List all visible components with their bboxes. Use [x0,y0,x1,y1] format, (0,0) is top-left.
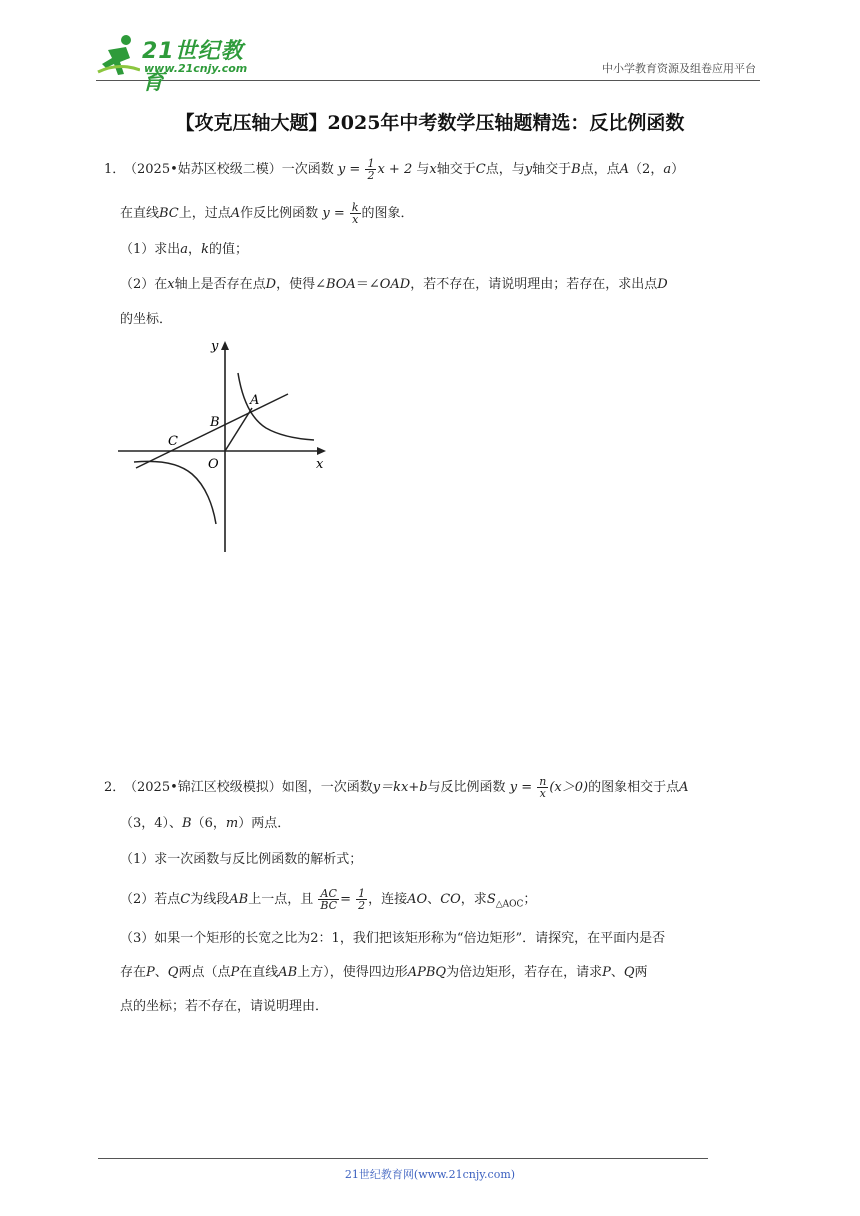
q1-line1: 1．（2025•姑苏区校级二模）一次函数 y = $\frac{1}{2}$ x + 2 与x轴交于C点，与y轴交于B点，点A（2，a） [104,157,685,182]
footer-link[interactable]: 21世纪教育网(www.21cnjy.com) [344,1168,516,1181]
q2-ratio: $\frac{AC}{BC}$ = $\frac{1}{2}$ [320,887,366,912]
q1-line2: 在直线BC上，过点A作反比例函数 y = $\frac{k}{x}$ 的图象． [120,201,414,226]
page-header [96,28,760,95]
q2-inverse-function: y = $\frac{n}{x}$ (x＞0) [509,775,589,800]
q2-line2: （3，4）、B（6，m）两点． [120,816,291,831]
logo-text: 21世纪教育 [142,39,244,95]
logo [96,32,256,95]
footer-divider [98,1158,708,1159]
q2-line1: 2．（2025•锦江区校级模拟）如图，一次函数y＝kx+b与反比例函数 y = $\frac{n}{x}$ (x＞0)的图象相交于点A [104,775,689,800]
platform-name: 中小学教育资源及组卷应用平台 [602,62,756,75]
page-title: 【攻克压轴大题】2025年中考数学压轴题精选：反比例函数 [175,112,685,134]
label-o: O [208,457,219,472]
fraction-half: $\frac{1}{2}$ [367,157,375,182]
label-c: C [168,434,178,449]
q1-part2-cont: 的坐标． [120,312,173,327]
q1-inverse-function: y = $\frac{k}{x}$ [322,201,359,226]
q1-part1: （1）求出a，k的值； [120,242,248,257]
logo-url: www.21cnjy.com [144,62,248,75]
label-x: x [316,457,324,472]
q2-part3-line1: （3）如果一个矩形的长宽之比为2：1，我们把该矩形称为“倍边矩形”．请探究，在平面内是否 [120,931,666,946]
label-b: B [210,415,220,430]
q1-figure [116,338,330,554]
q2-part1: （1）求一次函数与反比例函数的解析式； [120,852,363,867]
label-y: y [211,339,219,354]
runner-logo-icon [96,32,140,78]
q2-number: 2． [104,780,126,795]
q2-part3-line2: 存在P、Q两点（点P在直线AB上方），使得四边形APBQ为倍边矩形，若存在，请求P、Q两 [120,965,648,980]
q1-equation: y = $\frac{1}{2}$ x + 2 [337,157,413,182]
q2-part3-line3: 点的坐标；若不存在，请说明理由． [120,999,329,1014]
q1-number: 1． [104,162,126,177]
label-a: A [250,393,260,408]
q2-part2: （2）若点C为线段AB上一点，且 $\frac{AC}{BC}$ = $\frac{1}{2}$ ，连接AO、CO，求$S_{\triangle AOC}$； [120,887,537,912]
q1-part2: （2）在x轴上是否存在点D，使得∠BOA＝∠OAD，若不存在，请说明理由；若存在，求出点D [120,277,668,292]
